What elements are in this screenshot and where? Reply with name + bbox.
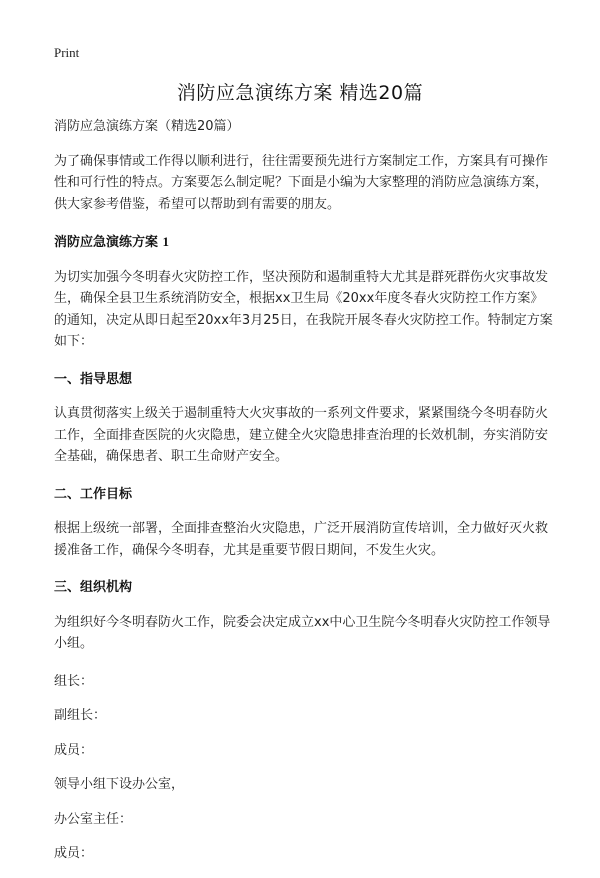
section2-paragraph: 根据上级统一部署，全面排查整治火灾隐患，广泛开展消防宣传培训，全力做好灭火救援准备工作，确保今冬明春，尤其是重要节假日期间，不发生火灾。 [54, 521, 549, 558]
plan1-intro-paragraph: 为切实加强今冬明春火灾防控工作，坚决预防和遏制重特大尤其是群死群伤火灾事故发生，确保全县卫生系统消防安全，根据xx卫生局《20xx年度冬春火灾防控工作方案》的通知，决定从即日起至20xx年3月25日，在我院开展冬春火灾防控工作。特制定方案如下： [54, 269, 553, 349]
document-body [54, 116, 554, 878]
field-office-director: 办公室主任： [54, 811, 133, 827]
page-title: 消防应急演练方案 精选20篇 [176, 82, 424, 104]
section1-heading: 一、指导思想 [54, 371, 133, 387]
section1-paragraph: 认真贯彻落实上级关于遏制重特大火灾事故的一系列文件要求，紧紧围绕今冬明春防火工作，全面排查医院的火灾隐患，建立健全火灾隐患排查治理的长效机制，夯实消防安全基础，确保患者、职工生命财产安全。 [54, 406, 549, 464]
section2-heading: 二、工作目标 [54, 486, 133, 502]
print-link[interactable]: Print [54, 45, 80, 60]
plan1-heading-text: 消防应急演练方案 [54, 235, 159, 250]
document-subtitle: 消防应急演练方案（精选20篇） [54, 119, 240, 134]
section3-paragraph: 为组织好今冬明春防火工作，院委会决定成立xx中心卫生院今冬明春火灾防控工作领导小组。 [54, 614, 551, 651]
field-office-note: 领导小组下设办公室， [54, 777, 185, 792]
field-members: 成员： [54, 742, 94, 758]
field-leader: 组长： [54, 673, 94, 689]
intro-paragraph: 为了确保事情或工作得以顺利进行，往往需要预先进行方案制定工作，方案具有可操作性和可行性的特点。方案要怎么制定呢？下面是小编为大家整理的消防应急演练方案，供大家参考借鉴，希望可以帮助到有需要的朋友。 [54, 153, 549, 212]
plan1-heading [54, 231, 554, 254]
field-deputy-leader: 副组长： [54, 708, 107, 723]
section3-heading: 三、组织机构 [54, 580, 133, 595]
plan1-heading-number: 1 [162, 234, 170, 249]
field-office-members: 成员： [54, 846, 94, 861]
